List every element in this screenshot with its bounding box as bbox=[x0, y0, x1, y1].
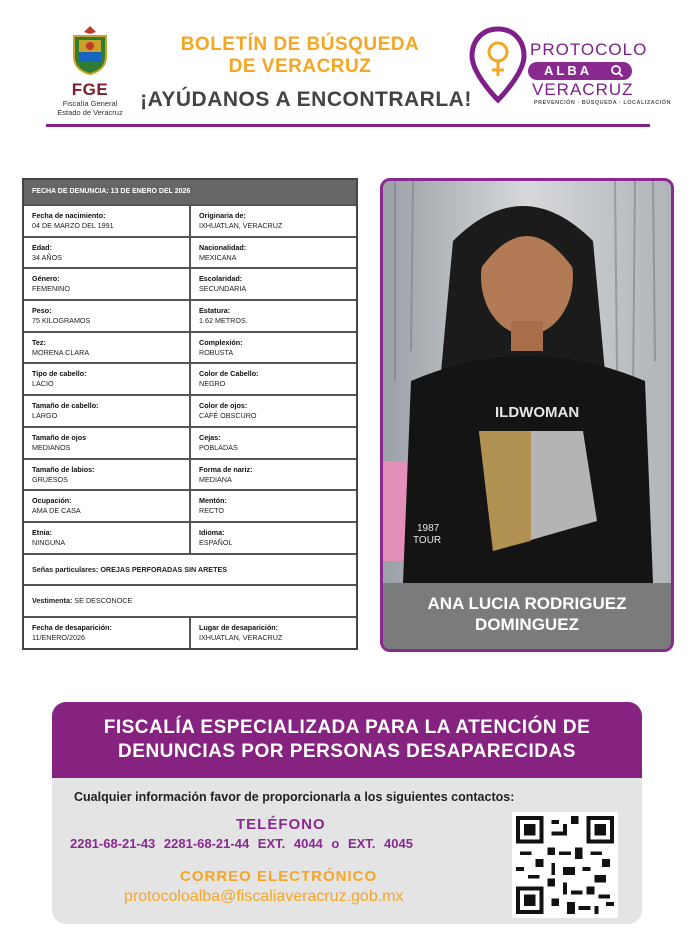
table-cell bbox=[189, 491, 356, 521]
table-row bbox=[24, 204, 356, 236]
field-label: Color de Cabello: bbox=[199, 369, 259, 379]
phone-label: TELÉFONO bbox=[236, 816, 326, 833]
field-value: MEDIANA bbox=[199, 474, 232, 484]
field-value: 04 DE MARZO DEL 1991 bbox=[32, 221, 114, 230]
table-cell bbox=[24, 269, 189, 299]
field-label: Color de ojos: bbox=[199, 401, 248, 411]
veracruz-word: VERACRUZ bbox=[532, 80, 634, 99]
field-label: Señas particulares: bbox=[32, 564, 99, 574]
email-link[interactable]: protocoloalba@fiscaliaveracruz.gob.mx bbox=[124, 888, 404, 905]
field-value: SE DESCONOCE bbox=[74, 596, 133, 606]
person-name bbox=[383, 583, 671, 649]
fiscalia-line2: DENUNCIAS POR PERSONAS DESAPARECIDAS bbox=[118, 741, 576, 762]
field-value: 1.62 METROS. bbox=[199, 316, 248, 326]
field-label: Vestimenta: bbox=[32, 596, 73, 606]
table-row bbox=[24, 236, 356, 268]
table-row-clothing bbox=[24, 584, 356, 616]
shirt-text: 1987 bbox=[417, 523, 440, 534]
table-cell bbox=[24, 301, 189, 331]
table-cell bbox=[189, 206, 356, 236]
field-label: Tamaño de cabello: bbox=[32, 401, 99, 411]
field-label: Cejas: bbox=[199, 432, 221, 442]
table-cell bbox=[189, 269, 356, 299]
table-cell bbox=[189, 333, 356, 363]
table-cell bbox=[189, 618, 356, 648]
field-label: Originaria de: bbox=[199, 211, 246, 220]
contact-box bbox=[52, 778, 642, 924]
bulletin-title-line2: DE VERACRUZ bbox=[228, 56, 372, 77]
table-cell bbox=[24, 333, 189, 363]
field-value: MORENA CLARA bbox=[32, 347, 90, 357]
field-value: SECUNDARIA bbox=[199, 284, 247, 294]
field-label: Mentón: bbox=[199, 496, 227, 506]
field-label: Complexión: bbox=[199, 337, 243, 347]
table-cell bbox=[24, 555, 235, 585]
table-row-disappearance bbox=[24, 616, 356, 648]
field-label: Fecha de desaparición: bbox=[32, 622, 112, 632]
field-value: LACIO bbox=[32, 379, 54, 389]
field-value: ROBUSTA bbox=[199, 347, 234, 357]
field-value: NEGRO bbox=[199, 379, 226, 389]
field-value: FEMENINO bbox=[32, 284, 70, 294]
table-row bbox=[24, 426, 356, 458]
field-value: 34 AÑOS bbox=[32, 252, 62, 262]
alba-tagline: PREVENCIÓN · BÚSQUEDA · LOCALIZACIÓN bbox=[534, 100, 671, 106]
field-value: IXHUATLAN, VERACRUZ bbox=[199, 221, 283, 230]
field-value: IXHUATLAN, VERACRUZ bbox=[199, 632, 283, 642]
field-value: LARGO bbox=[32, 411, 58, 421]
fiscalia-banner bbox=[52, 702, 642, 778]
coat-of-arms-icon bbox=[68, 24, 112, 76]
missing-person-photo bbox=[383, 181, 671, 583]
table-row bbox=[24, 489, 356, 521]
table-cell bbox=[24, 428, 189, 458]
table-cell bbox=[24, 618, 189, 648]
table-row bbox=[24, 331, 356, 363]
fge-subtitle: Estado de Veracruz bbox=[57, 108, 123, 117]
qr-code[interactable] bbox=[512, 812, 618, 918]
table-row bbox=[24, 458, 356, 490]
table-cell bbox=[24, 586, 140, 616]
table-cell bbox=[189, 396, 356, 426]
table-cell bbox=[24, 460, 189, 490]
location-pin-female-icon bbox=[468, 26, 528, 104]
field-label: Género: bbox=[32, 274, 60, 284]
email-label: CORREO ELECTRÓNICO bbox=[180, 868, 378, 885]
field-label: Forma de nariz: bbox=[199, 464, 253, 474]
field-label: Escolaridad: bbox=[199, 274, 243, 284]
field-value: 75 KILOGRAMOS bbox=[32, 316, 91, 326]
header-divider bbox=[46, 124, 650, 127]
field-value: OREJAS PERFORADAS SIN ARETES bbox=[100, 564, 228, 574]
field-label: Estatura: bbox=[199, 306, 231, 316]
person-name-line1: ANA LUCIA RODRIGUEZ bbox=[427, 594, 627, 613]
field-label: Tamaño de labios: bbox=[32, 464, 95, 474]
field-label: Fecha de nacimiento: bbox=[32, 211, 106, 220]
field-value: MEDIANOS bbox=[32, 442, 71, 452]
table-cell bbox=[189, 460, 356, 490]
field-label: Peso: bbox=[32, 306, 52, 316]
field-label: Ocupación: bbox=[32, 496, 72, 506]
table-row bbox=[24, 362, 356, 394]
table-cell bbox=[24, 523, 189, 553]
bulletin-title bbox=[150, 34, 450, 78]
table-cell bbox=[24, 364, 189, 394]
protocolo-alba-word: PROTOCOLO bbox=[530, 40, 648, 59]
fiscalia-line1: FISCALÍA ESPECIALIZADA PARA LA ATENCIÓN DE bbox=[103, 717, 591, 738]
alba-badge bbox=[528, 62, 632, 80]
phone-numbers[interactable]: 2281-68-21-43 2281-68-21-44 EXT. 4044 o EXT. 4045 bbox=[70, 836, 413, 851]
shirt-text: TOUR bbox=[413, 535, 442, 546]
field-value: RECTO bbox=[199, 506, 225, 516]
table-row bbox=[24, 394, 356, 426]
table-cell bbox=[189, 238, 356, 268]
table-row-particular-marks bbox=[24, 553, 356, 585]
table-cell bbox=[24, 491, 189, 521]
fge-logo bbox=[50, 24, 130, 117]
missing-person-card bbox=[380, 178, 674, 652]
person-name-line2: DOMINGUEZ bbox=[475, 615, 579, 634]
table-cell bbox=[189, 364, 356, 394]
table-cell bbox=[189, 523, 356, 553]
field-label: Idioma: bbox=[199, 527, 225, 537]
search-icon bbox=[610, 64, 624, 78]
table-row bbox=[24, 267, 356, 299]
field-label: Tez: bbox=[32, 337, 46, 347]
qr-code-icon bbox=[516, 816, 614, 914]
contact-instructions: Cualquier información favor de proporcionarla a los siguientes contactos: bbox=[74, 790, 515, 804]
table-cell bbox=[24, 238, 189, 268]
fge-subtitle: Fiscalía General bbox=[62, 99, 118, 108]
alba-badge-text: ALBA bbox=[544, 63, 593, 78]
field-value: NINGUNA bbox=[32, 537, 66, 547]
field-value: MEXICANA bbox=[199, 252, 237, 262]
bulletin-title-line1: BOLETÍN DE BÚSQUEDA bbox=[180, 34, 420, 55]
help-subtitle: ¡AYÚDANOS A ENCONTRARLA! bbox=[140, 88, 472, 111]
report-date: FECHA DE DENUNCIA: 13 DE ENERO DEL 2026 bbox=[24, 180, 356, 204]
field-label: Tamaño de ojos bbox=[32, 432, 87, 442]
field-label: Tipo de cabello: bbox=[32, 369, 87, 379]
field-value: AMA DE CASA bbox=[32, 506, 81, 516]
table-cell bbox=[24, 396, 189, 426]
shirt-text: ILDWOMAN bbox=[495, 404, 580, 421]
table-row bbox=[24, 521, 356, 553]
field-label: Nacionalidad: bbox=[199, 242, 247, 252]
field-value: GRUESOS bbox=[32, 474, 68, 484]
table-cell bbox=[189, 428, 356, 458]
field-value: 11/ENERO/2026 bbox=[32, 632, 86, 642]
table-row bbox=[24, 299, 356, 331]
field-value: POBLADAS bbox=[199, 442, 238, 452]
table-cell bbox=[24, 206, 189, 236]
field-label: Lugar de desaparición: bbox=[199, 622, 279, 632]
table-cell bbox=[189, 301, 356, 331]
person-info-table bbox=[22, 178, 358, 650]
fge-logo-text: FGE bbox=[71, 80, 109, 99]
field-label: Edad: bbox=[32, 242, 52, 252]
field-value: CAFÉ OBSCURO bbox=[199, 411, 257, 421]
field-value: ESPAÑOL bbox=[199, 537, 233, 547]
field-label: Etnia: bbox=[32, 527, 52, 537]
